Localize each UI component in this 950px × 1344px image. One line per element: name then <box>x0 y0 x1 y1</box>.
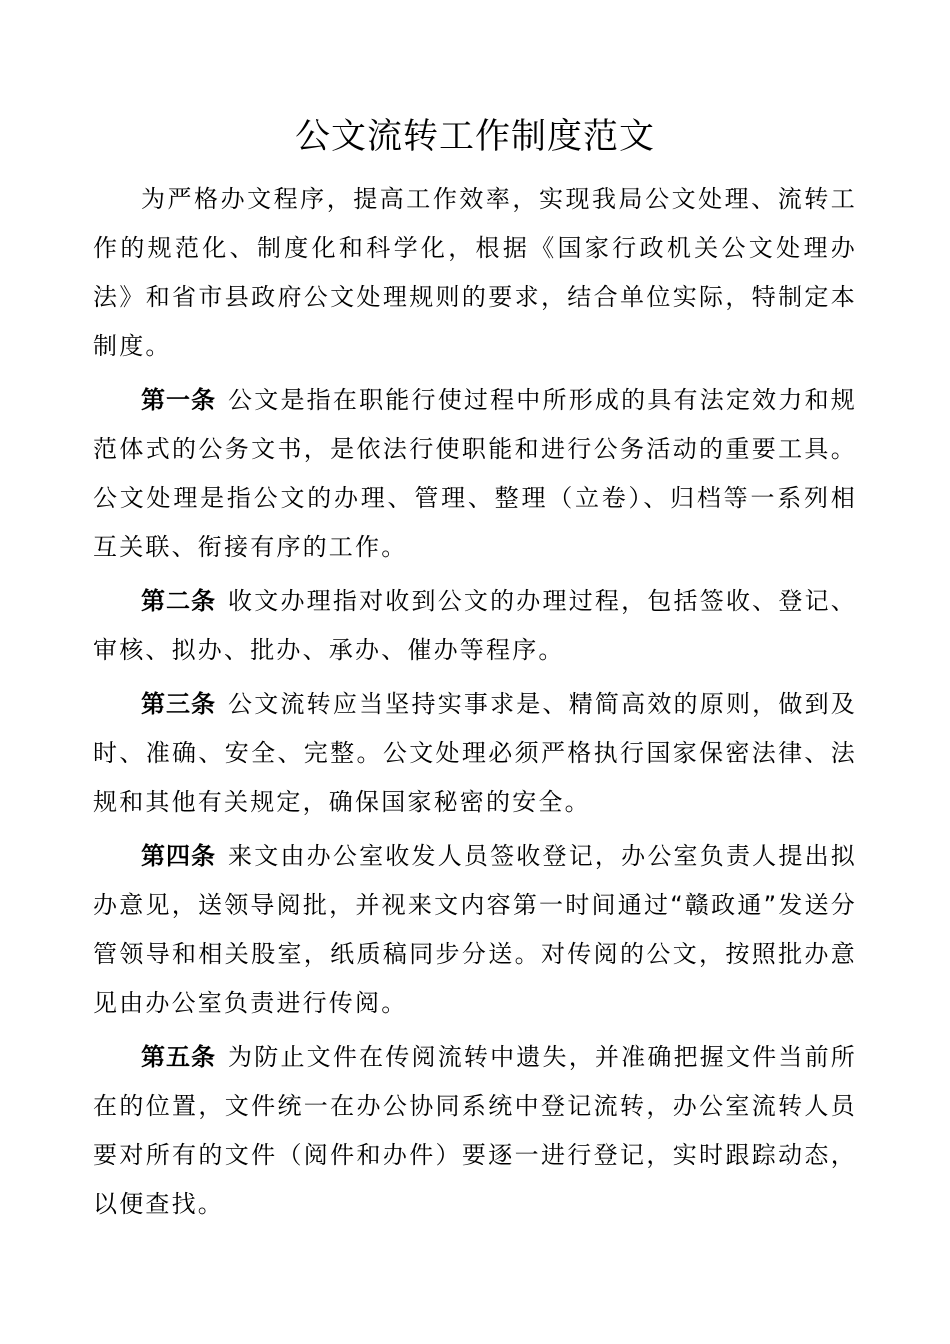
article-3 <box>93 680 857 827</box>
article-4 <box>93 832 857 1028</box>
article-1 <box>93 376 857 572</box>
article-5 <box>93 1033 857 1229</box>
document-body <box>93 175 857 1234</box>
article-number: 第四条 <box>141 842 217 870</box>
article-text: 为防止文件在传阅流转中遗失，并准确把握文件当前所在的位置，文件统一在办公协同系统中登记流转，办公室流转人员要对所有的文件（阅件和办件）要逐一进行登记，实时跟踪动态，以便查找。 <box>93 1043 857 1218</box>
article-text: 公文是指在职能行使过程中所形成的具有法定效力和规范体式的公务文书，是依法行使职能和进行公务活动的重要工具。公文处理是指公文的办理、管理、整理（立卷）、归档等一系列相互关联、衔接有序的工作。 <box>93 386 857 561</box>
article-text: 公文流转应当坚持实事求是、精简高效的原则，做到及时、准确、安全、完整。公文处理必须严格执行国家保密法律、法规和其他有关规定，确保国家秘密的安全。 <box>93 690 857 816</box>
article-number: 第二条 <box>141 587 217 615</box>
article-2 <box>93 577 857 675</box>
intro-paragraph: 为严格办文程序，提高工作效率，实现我局公文处理、流转工作的规范化、制度化和科学化，根据《国家行政机关公文处理办法》和省市县政府公文处理规则的要求，结合单位实际，特制定本制度。 <box>93 185 857 360</box>
article-number: 第三条 <box>141 690 217 718</box>
article-text: 来文由办公室收发人员签收登记，办公室负责人提出拟办意见，送领导阅批，并视来文内容第一时间通过“赣政通”发送分管领导和相关股室，纸质稿同步分送。对传阅的公文，按照批办意见由办公室负责进行传阅。 <box>93 842 857 1017</box>
document-title: 公文流转工作制度范文 <box>294 117 655 157</box>
article-number: 第五条 <box>141 1043 217 1071</box>
article-text: 收文办理指对收到公文的办理过程，包括签收、登记、审核、拟办、批办、承办、催办等程序。 <box>93 587 857 664</box>
article-number: 第一条 <box>141 386 217 414</box>
